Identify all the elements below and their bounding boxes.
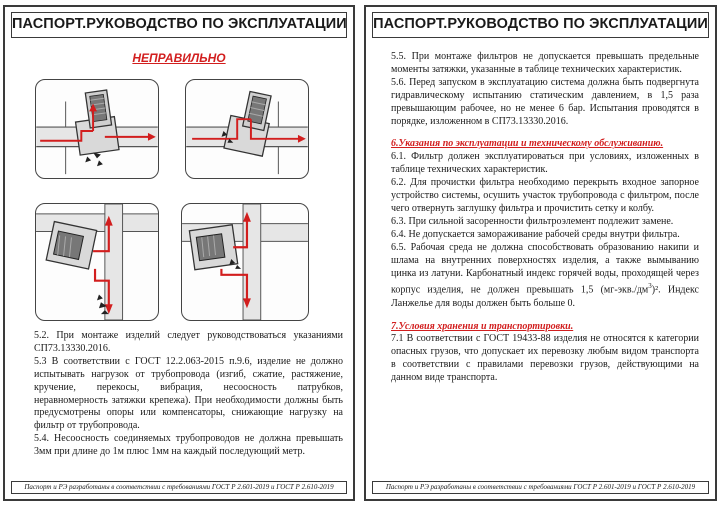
right-page <box>364 5 717 501</box>
superscript: 3 <box>648 282 652 291</box>
paragraph-5-2: 5.2. При монтаже изделий следует руководствоваться указаниями СП73.13330.2016. <box>34 330 343 354</box>
paragraph-5-3: 5.3 В соответствии с ГОСТ 12.2.063-2015 п.9.6, изделие не должно испытывать нагрузок от трубопровода (изгиб, сжатие, растяжение, кручение, перекосы, вибрация, несоосность патрубков, неравномерность затяжки крепежа). При необходимости должны быть предусмотрены опоры или компенсаторы, снижающие нагрузку на фильтр от трубопровода. <box>34 355 343 432</box>
paragraph-7-1: 7.1 В соответствии с ГОСТ 19433-88 изделия не относятся к категории опасных грузов, что допускает их перевозку любым видом транспорта в соответствии с правилами перевозки грузов, действующими на данном виде транспорта. <box>391 333 699 384</box>
paragraph-6-5-part-b: )². Индекс Ланжелье для воды должен быть больше 0. <box>391 284 699 309</box>
paragraph-6-1: 6.1. Фильтр должен эксплуатироваться при условиях, изложенных в таблице технических характеристик. <box>391 151 699 176</box>
paragraph-6-4: 6.4. Не допускается замораживание рабочей среды внутри фильтра. <box>391 228 680 240</box>
filter-diagram-offset-up <box>35 203 159 321</box>
paragraph-6-3: 6.3. При сильной засоренности фильтроэлемент подлежит замене. <box>391 215 674 227</box>
right-text-block <box>391 51 699 385</box>
paragraph-6-5 <box>391 242 699 311</box>
left-page <box>3 5 355 501</box>
paragraph-6-5-part-a: 6.5. Рабочая среда не должна способствовать образованию накипи и шлама на внутренних поверхностях изделия, а также вымыванию цинка из латуни. Карбонатный индекс горячей воды, проходящей через корпус изделия, не должен превышать 1,5 (мг-экв./дм <box>391 241 699 296</box>
filter-diagram-offset-down <box>181 203 309 321</box>
filter-diagram-tilted-right <box>185 79 309 179</box>
paragraph-5-5: 5.5. При монтаже фильтров не допускается превышать предельные моменты затяжки, указанные в таблице технических характеристик. <box>391 51 699 75</box>
filter-diagram-tilted-left <box>35 79 159 179</box>
page-footer: Паспорт и РЭ разработаны в соответствии с требованиями ГОСТ Р 2.601-2019 и ГОСТ Р 2.610-2019 <box>11 481 347 494</box>
incorrect-heading: НЕПРАВИЛЬНО <box>132 51 226 65</box>
section-6-title: 6.Указания по эксплуатации и техническому обслуживанию. <box>391 138 664 150</box>
section-7-title: 7.Условия хранения и транспортировки. <box>391 320 574 332</box>
paragraph-5-4: 5.4. Несоосность соединяемых трубопроводов не должна превышать 3мм при длине до 1м плюс 1мм на каждый последующий метр. <box>34 433 343 458</box>
left-text-block <box>34 330 343 459</box>
page-title: ПАСПОРТ.РУКОВОДСТВО ПО ЭКСПЛУАТАЦИИ <box>11 12 347 38</box>
paragraph-5-6: 5.6. Перед запуском в эксплуатацию система должна быть подвергнута гидравлическому испытанию статическим давлением, в 1,5 раза превышающим рабочее, но не менее 6 бар. Испытания проводятся в порядке, изложенном в СП73.13330.2016. <box>391 76 699 127</box>
page-title: ПАСПОРТ.РУКОВОДСТВО ПО ЭКСПЛУАТАЦИИ <box>372 12 709 38</box>
page-footer: Паспорт и РЭ разработаны в соответствии с требованиями ГОСТ Р 2.601-2019 и ГОСТ Р 2.610-2019 <box>372 481 709 494</box>
paragraph-6-2: 6.2. Для прочистки фильтра необходимо перекрыть входное запорное устройство системы, осушить участок трубопровода с фильтром, после чего отвернуть заглушку фильтра и прочистить сетку и колбу. <box>391 177 699 214</box>
